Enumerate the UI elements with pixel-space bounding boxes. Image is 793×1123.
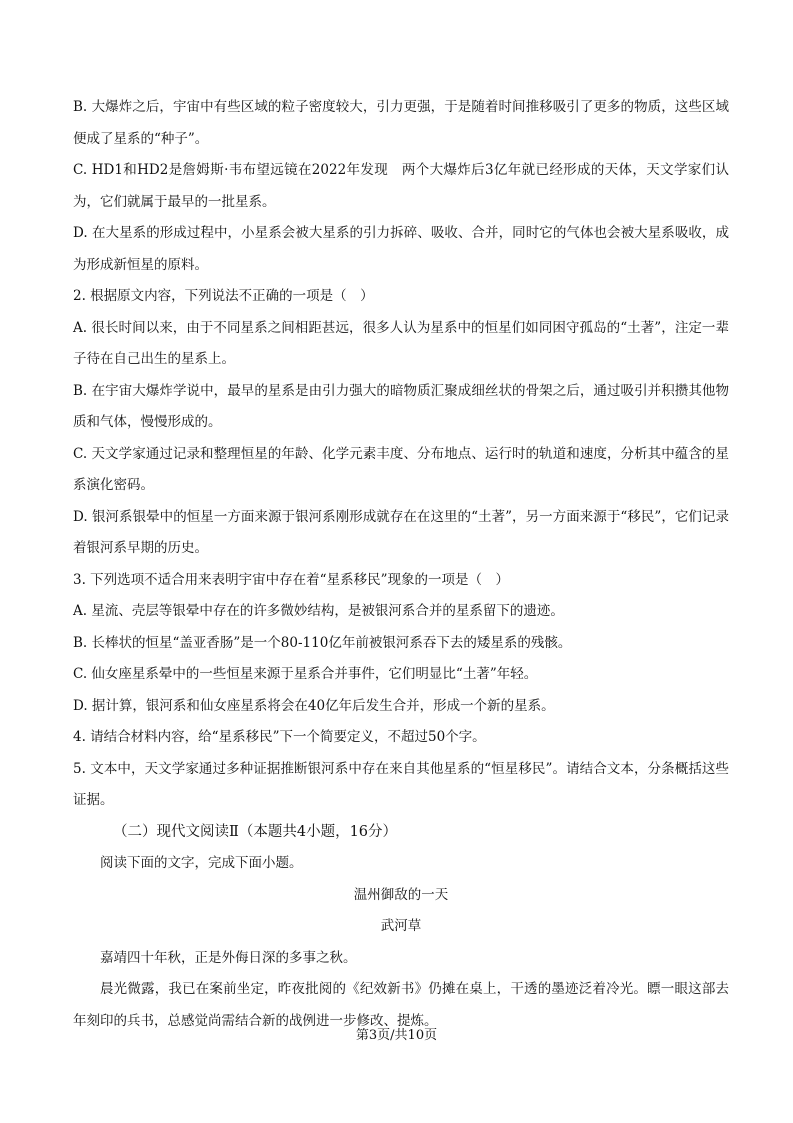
q3-option-d: D. 据计算，银河系和仙女座星系将会在40亿年后发生合并，形成一个新的星系。 — [73, 697, 555, 714]
q3-option-c: C. 仙女座星系晕中的一些恒星来源于星系合并事件，它们明显比“土著”年轻。 — [73, 666, 538, 682]
q3-option-b: B. 长棒状的恒星“盖亚香肠”是一个80-110亿年前被银河系吞下去的矮星系的残骸。 — [73, 634, 572, 651]
page-footer: 第3页/共10页 — [355, 1028, 438, 1043]
q1-option-c: C. HD1和HD2是詹姆斯·韦布望远镜在2022年发现 两个大爆炸后3亿年就已经形成的天体，天文学家们认为，它们就属于最早的一批星系。 — [73, 162, 729, 210]
q3-option-a: A. 星流、壳层等银晕中存在的许多微妙结构，是被银河系合并的星系留下的遗迹。 — [73, 603, 564, 619]
reading-instruction: 阅读下面的文字，完成下面小题。 — [100, 855, 303, 871]
q2-option-c: C. 天文学家通过记录和整理恒星的年龄、化学元素丰度、分布地点、运行时的轨道和速度，分析其中蕴含的星系演化密码。 — [73, 445, 729, 493]
q3-stem: 3. 下列选项不适合用来表明宇宙中存在着“星系移民”现象的一项是（ ） — [73, 571, 509, 588]
q2-stem: 2. 根据原文内容，下列说法不正确的一项是（ ） — [73, 288, 374, 304]
q5-stem: 5. 文本中，天文学家通过多种证据推断银河系中存在来自其他星系的“恒星移民”。请结合文本，分条概括这些证据。 — [73, 760, 729, 808]
q4-stem: 4. 请结合材料内容，给“星系移民”下一个简要定义，不超过50个字。 — [73, 729, 486, 745]
story-paragraph-1: 嘉靖四十年秋，正是外侮日深的多事之秋。 — [100, 949, 357, 966]
q2-option-a: A. 很长时间以来，由于不同星系之间相距甚远，很多人认为星系中的恒星们如同困守孤岛的“土著”，注定一辈子待在自己出生的星系上。 — [73, 319, 729, 367]
q1-option-b: B. 大爆炸之后，宇宙中有些区域的粒子密度较大，引力更强，于是随着时间推移吸引了更多的物质，这些区域便成了星系的“种子”。 — [73, 99, 729, 147]
story-author: 武河草 — [380, 918, 422, 934]
q2-option-d: D. 银河系银晕中的恒星一方面来源于银河系刚形成就存在在这里的“土著”，另一方面来源于“移民”，它们记录着银河系早期的历史。 — [73, 508, 729, 556]
q2-option-b: B. 在宇宙大爆炸学说中，最早的星系是由引力强大的暗物质汇聚成细丝状的骨架之后，通过吸引并积攒其他物质和气体，慢慢形成的。 — [73, 382, 729, 430]
page-content — [73, 92, 729, 1037]
section-heading: （二）现代文阅读Ⅱ（本题共4小题，16分） — [113, 823, 398, 840]
story-paragraph-2: 晨光微露，我已在案前坐定，昨夜批阅的《纪效新书》仍摊在桌上，干透的墨迹泛着冷光。瞟一眼这部去年刻印的兵书，总感觉尚需结合新的战例进一步修改、提炼。 — [73, 981, 729, 1029]
q1-option-d: D. 在大星系的形成过程中，小星系会被大星系的引力拆碎、吸收、合并，同时它的气体也会被大星系吸收，成为形成新恒星的原料。 — [73, 225, 729, 273]
story-title: 温州御敌的一天 — [353, 886, 449, 903]
